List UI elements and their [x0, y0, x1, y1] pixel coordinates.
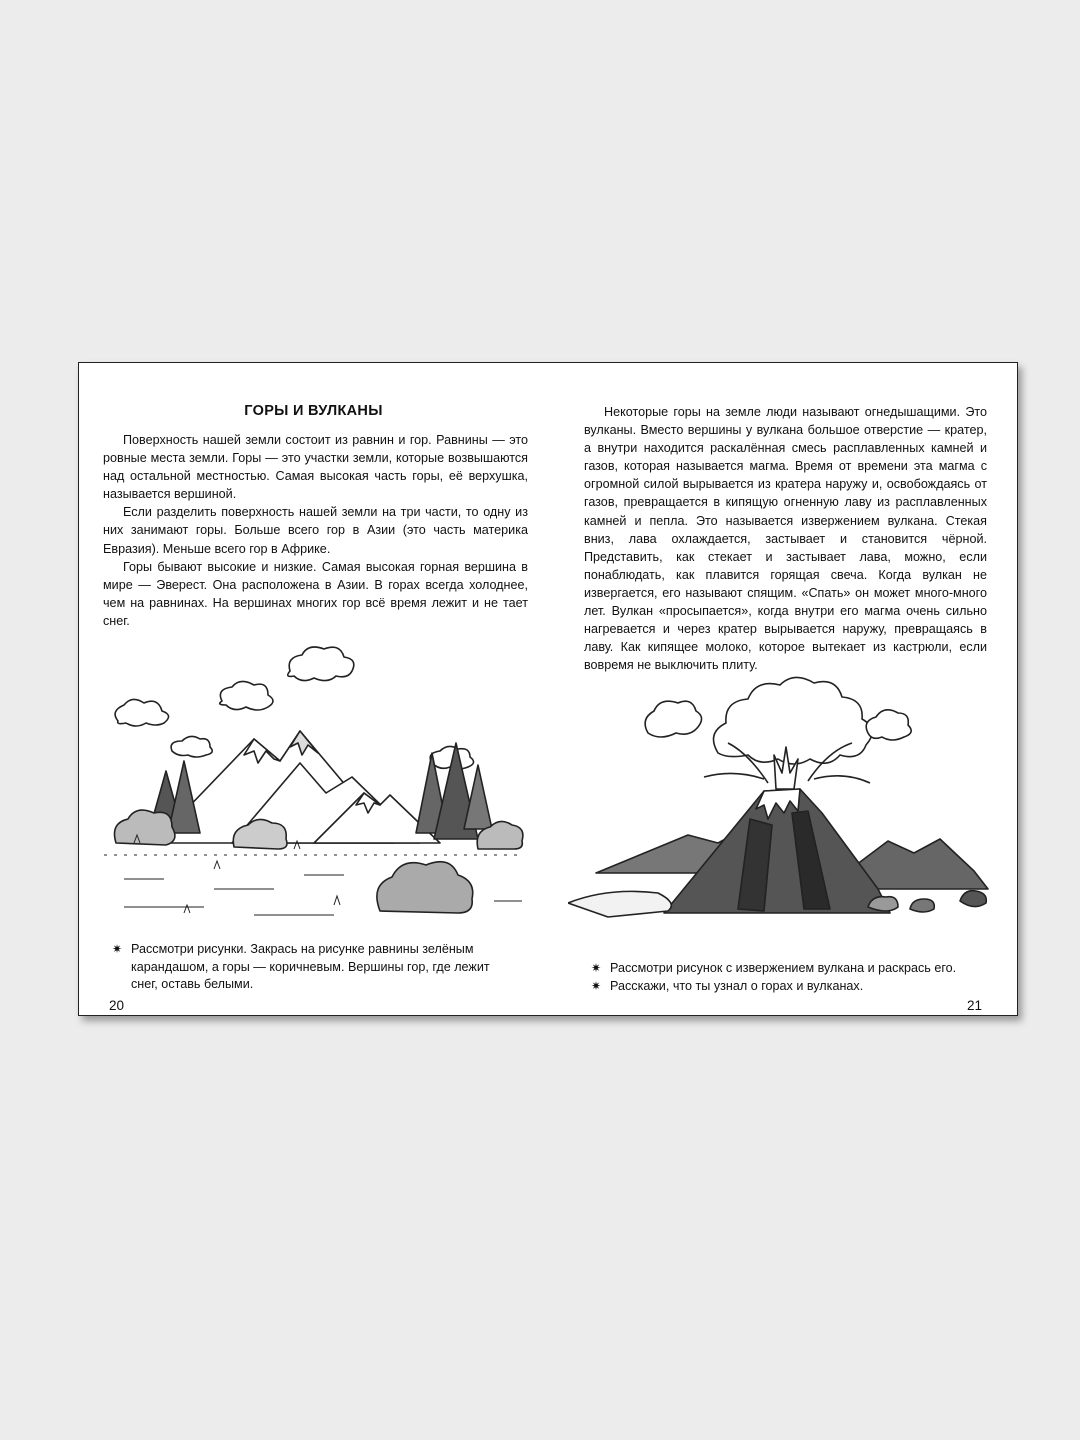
- task-item: [588, 978, 998, 996]
- page-number: 20: [109, 998, 125, 1013]
- task-item: [588, 960, 998, 978]
- star-bullet-icon: ✷: [591, 978, 602, 993]
- page-title: ГОРЫ И ВУЛКАНЫ: [244, 403, 383, 419]
- left-tasks: [109, 941, 519, 994]
- ash-cloud: [866, 710, 911, 740]
- rock: [868, 897, 898, 911]
- page-number: 21: [967, 998, 983, 1013]
- star-bullet-icon: ✷: [591, 961, 602, 975]
- task-text: Расскажи, что ты узнал о горах и вулканах.: [610, 978, 864, 993]
- ash-cloud: [714, 677, 873, 764]
- cloud-icon: [115, 699, 168, 726]
- task-item: [109, 941, 519, 994]
- ash-cloud: [645, 701, 701, 737]
- task-text: Рассмотри рисунок с извержением вулкана и раскрась его.: [610, 961, 957, 975]
- mountains-illustration: [94, 643, 524, 928]
- paragraph: Горы бывают высокие и низкие. Самая высокая горная вершина в мире — Эверест. Она расположена в Азии. В горах всегда холоднее, чем на равнинах. На вершинах многих гор всё время лежит и не тает снег.: [103, 559, 528, 628]
- bush: [115, 810, 175, 845]
- left-page: [79, 363, 548, 1015]
- volcano-illustration: [568, 663, 1008, 953]
- right-page: [548, 363, 1017, 1015]
- paragraph: Некоторые горы на земле люди называют огнедышащими. Это вулканы. Вместо вершины у вулкана большое отверстие — кратер, а внутри находится раскалённая смесь расплавленных камней и газов, которая называется магма. Время от времени эта магма с огромной силой вырывается из кратера наружу и, освобождаясь от газов, превращается в кипящую огненную лаву из расплавленных камней и пепла. Это называется извержением вулкана. Стекая вниз, лава охлаждается, застывает и становится чёрной. Представить, как стекает и застывает лава, можно, если понаблюдать, как плавится горящая свеча. Когда вулкан не извергается, его называют спящим. «Спать» он может много-много лет. Вулкан «просыпается», когда внутри его магма очень сильно нагревается и через кратер вырывается наружу, превращаясь в лаву. Как кипящее молоко, которое вытекает из кастрюли, если вовремя не выключить плиту.: [584, 405, 987, 673]
- cloud-icon: [288, 647, 354, 681]
- star-bullet-icon: ✷: [112, 942, 123, 956]
- rock: [910, 899, 934, 912]
- right-body-text: [584, 403, 987, 674]
- right-tasks: [588, 960, 998, 995]
- cloud-icon: [220, 681, 273, 710]
- paragraph: Если разделить поверхность нашей земли на три части, то одну из них занимают горы. Больше всего гор в Азии (это часть материка Евразия). Меньше всего гор в Африке.: [103, 505, 528, 556]
- cloud-icon: [171, 736, 212, 757]
- snow-ground: [568, 891, 671, 917]
- task-text: Рассмотри рисунки. Закрась на рисунке равнины зелёным карандашом, а горы — коричневым. Вершины гор, где лежит снег, оставь белыми.: [131, 942, 490, 992]
- paragraph: Поверхность нашей земли состоит из равнин и гор. Равнины — это ровные места земли. Горы — это участки земли, которые возвышаются над остальной местностью. Самая высокая часть горы, её верхушка, называется вершиной.: [103, 433, 528, 502]
- rock: [960, 891, 986, 907]
- left-body-text: [103, 431, 528, 630]
- book-spread: [78, 362, 1018, 1016]
- bush: [377, 862, 473, 913]
